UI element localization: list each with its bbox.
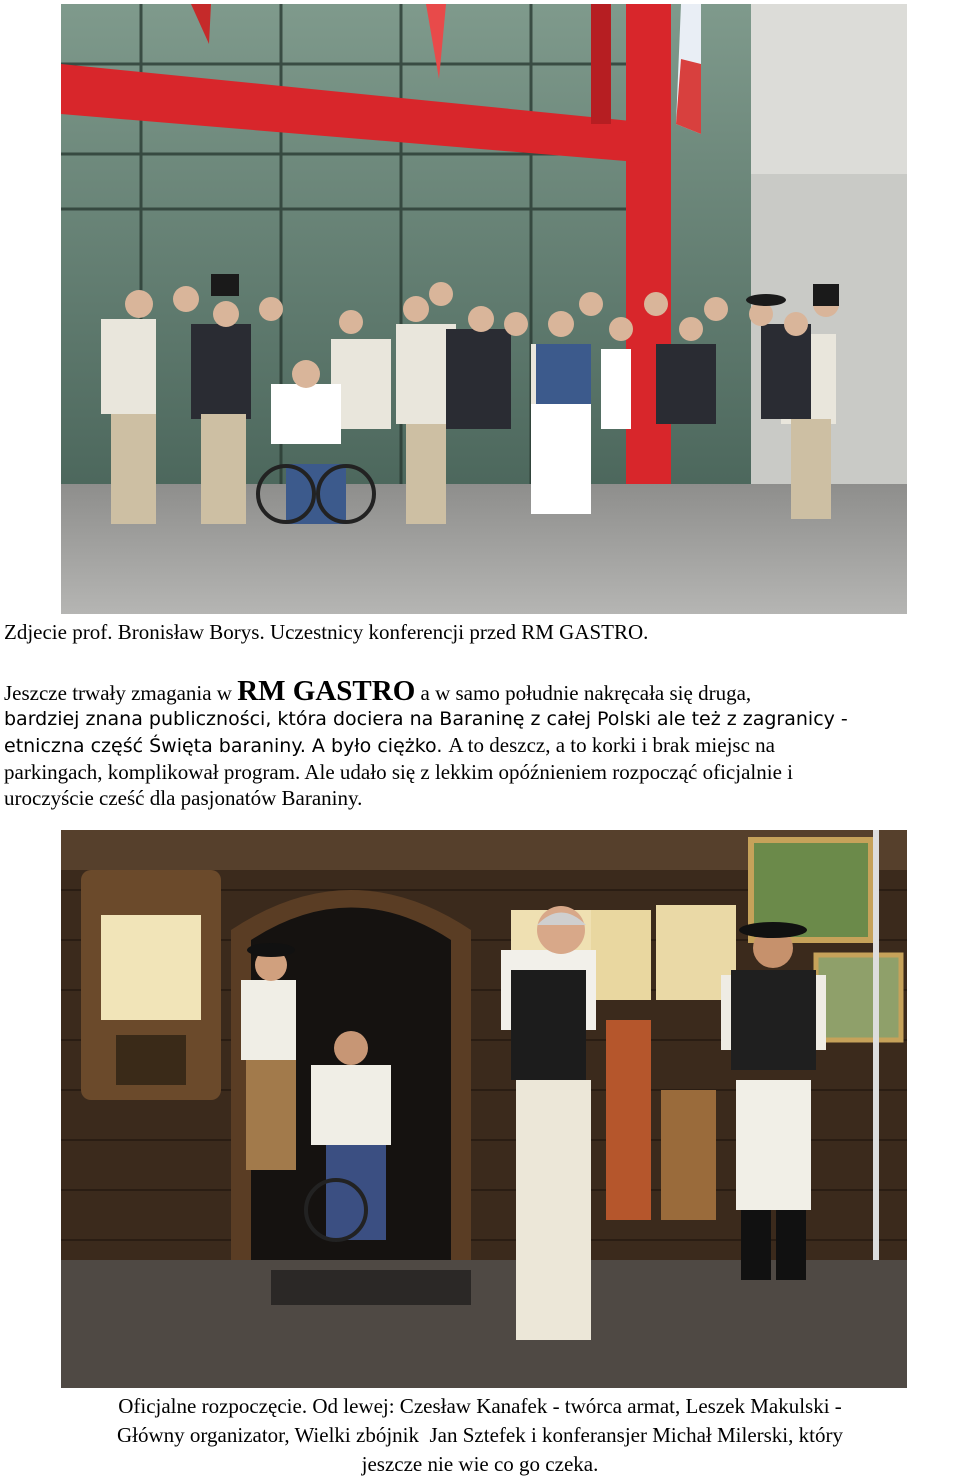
paragraph-text: Jeszcze trwały zmagania w xyxy=(4,681,238,705)
paragraph-text: a w samo południe nakręcała się druga, xyxy=(415,681,752,705)
paragraph-line-4: parkingach, komplikował program. Ale udało się z lekkim opóźnieniem rozpocząć oficjalnie i xyxy=(4,760,793,784)
rm-gastro-emphasis: RM GASTRO xyxy=(237,675,416,707)
paragraph-line-2 xyxy=(4,706,956,732)
paragraph-line-3 xyxy=(4,732,956,759)
photo-caption-2 xyxy=(0,1392,960,1479)
paragraph-line-5: uroczyście cześć dla pasjonatów Baraniny. xyxy=(4,786,363,810)
caption-2-line-3: jeszcze nie wie co go czeka. xyxy=(361,1452,599,1476)
group-photo-illustration xyxy=(61,4,907,614)
caption-2-line-2: Główny organizator, Wielki zbójnik Jan Sztefek i konferansjer Michał Milerski, który xyxy=(117,1423,843,1447)
photo-caption-1: Zdjecie prof. Bronisław Borys. Uczestnicy konferencji przed RM GASTRO. xyxy=(4,620,649,644)
paragraph-text: bardziej znana publiczności, xyxy=(4,708,278,730)
article-paragraph xyxy=(4,675,956,811)
paragraph-text: etniczna część Święta baraniny. A było ciężko. xyxy=(4,735,449,757)
caption-2-line-1: Oficjalne rozpoczęcie. Od lewej: Czesław Kanafek - twórca armat, Leszek Makulski - xyxy=(118,1394,842,1418)
paragraph-text: A to deszcz, a to korki i brak miejsc na xyxy=(448,733,775,757)
paragraph-line-1 xyxy=(4,675,956,707)
opening-photo xyxy=(61,830,907,1388)
paragraph-text: która dociera na Baraninę z całej Polski ale też z zagranicy - xyxy=(277,708,848,730)
group-photo xyxy=(61,4,907,614)
opening-photo-illustration xyxy=(61,830,907,1388)
